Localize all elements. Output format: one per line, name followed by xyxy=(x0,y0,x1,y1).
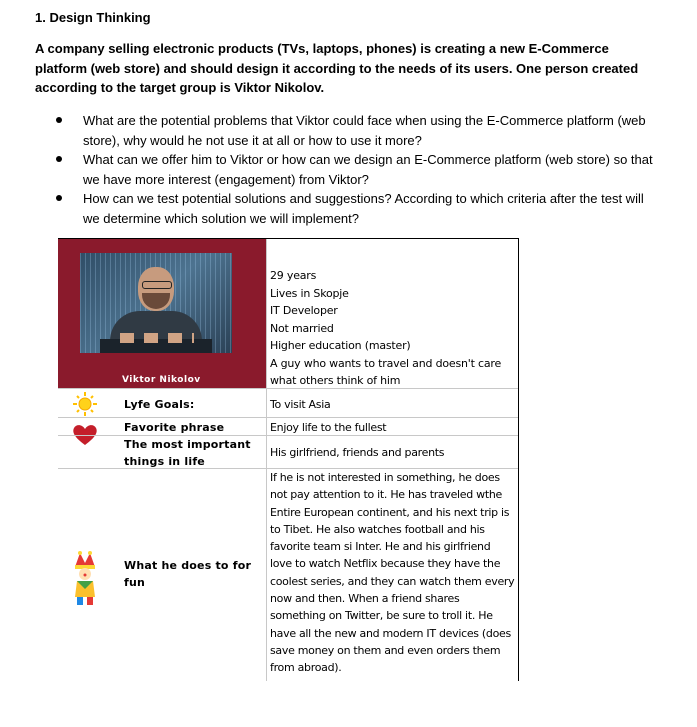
fact-age: 29 years xyxy=(270,269,317,282)
fun-label: What he does to for fun xyxy=(124,559,252,589)
question-item xyxy=(56,150,656,189)
fact-status: Not married xyxy=(270,321,334,335)
jester-icon xyxy=(58,549,121,609)
fun-value: If he is not interested in something, he does not pay attention to it. He has traveled wthe Entire European continent, and his next trip is to Tibet. He also watches football and his favorite team si Inter. He and his girlfriend love to watch Netflix because they have the coolest series, and they can watch them every now and then. When a friend shares something on Twitter, be sure to troll it. He have all the new and modern IT devices (does save money on them and even orders them from abroad). xyxy=(270,471,515,675)
fact-education: Higher education (master) xyxy=(270,339,411,352)
bullet-icon xyxy=(56,156,62,162)
fact-job: IT Developer xyxy=(270,304,338,317)
important-value: His girlfriend, friends and parents xyxy=(270,446,445,459)
goals-label: Lyfe Goals: xyxy=(124,398,195,411)
question-text: What are the potential problems that Viktor could face when using the E-Commerce platform (web store), why would he not use it at all or how to use it more? xyxy=(83,113,646,148)
fact-personality: A guy who wants to travel and doesn't care what others think of him xyxy=(270,356,502,387)
question-text: How can we test potential solutions and suggestions? According to which criteria after the test will we determine which solution we will implement? xyxy=(83,191,644,226)
persona-profile-cell xyxy=(58,239,266,388)
phrase-label: Favorite phrase xyxy=(124,421,225,434)
developer-photo xyxy=(80,253,232,353)
persona-name: Viktor Nikolov xyxy=(122,375,201,385)
fact-city: Lives in Skopje xyxy=(270,286,349,300)
question-text: What can we offer him to Viktor or how can we design an E-Commerce platform (web store) so that we have more interest (engagement) from Viktor? xyxy=(83,152,653,187)
bullet-icon xyxy=(56,195,62,201)
intro-paragraph: A company selling electronic products (TVs, laptops, phones) is creating a new E-Commerce platform (web store) and should design it according to the needs of its users. One person created according to the target group is Viktor Nikolov. xyxy=(35,41,639,95)
question-item xyxy=(56,111,656,150)
sun-icon xyxy=(58,391,121,417)
row-divider xyxy=(58,388,518,389)
question-list xyxy=(56,111,656,228)
question-item xyxy=(56,189,656,228)
row-divider xyxy=(58,417,518,418)
column-divider xyxy=(266,239,267,681)
bullet-icon xyxy=(56,117,62,123)
phrase-value: Enjoy life to the fullest xyxy=(270,421,387,434)
section-heading: 1. Design Thinking xyxy=(35,10,151,25)
goals-value: To visit Asia xyxy=(270,398,331,411)
important-label: The most important things in life xyxy=(124,438,251,468)
persona-table xyxy=(58,238,519,681)
persona-facts xyxy=(270,267,515,390)
